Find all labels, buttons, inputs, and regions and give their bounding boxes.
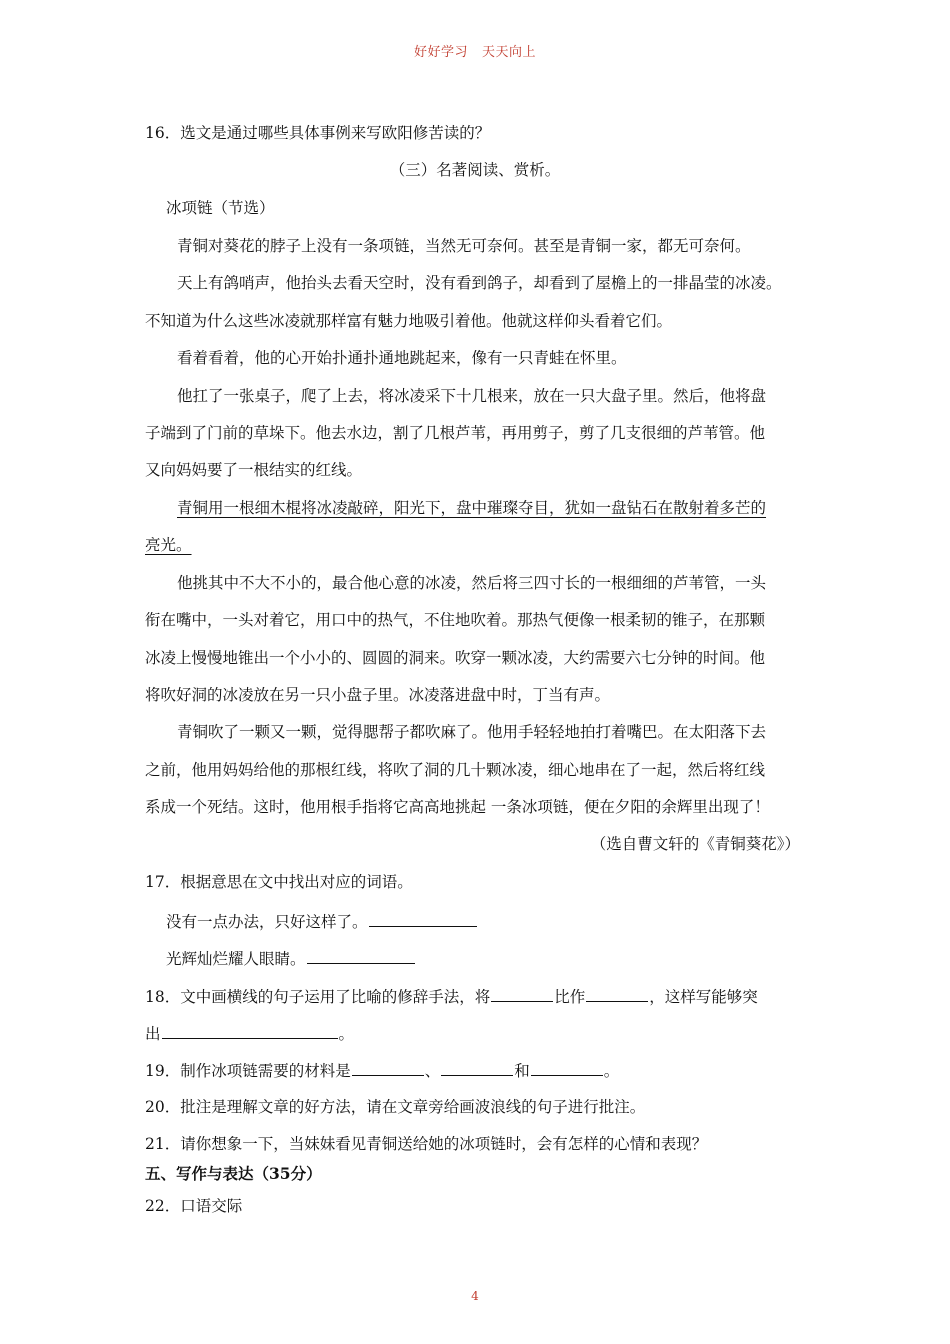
underlined-sentence-line-1: 青铜用一根细木棍将冰凌敲碎，阳光下，盘中璀璨夺目，犹如一盘钻石在散射着多芒的	[177, 499, 767, 517]
question-21: 21．请你想象一下，当妹妹看见青铜送给她的冰项链时，会有怎样的心情和表现？	[145, 1135, 708, 1153]
paragraph-6-line-3: 冰凌上慢慢地锥出一个小小的、圆圆的洞来。吹穿一颗冰凌，大约需要六七分钟的时间。他	[145, 649, 766, 667]
paragraph-3: 看着看着，他的心开始扑通扑通地跳起来，像有一只青蛙在怀里。	[177, 349, 627, 367]
q19-text-d: 。	[603, 1062, 620, 1080]
q18-text-a: 18．文中画横线的句子运用了比喻的修辞手法，将	[145, 988, 491, 1006]
question-17: 17．根据意思在文中找出对应的词语。	[145, 873, 413, 891]
answer-blank-18b[interactable]	[586, 985, 648, 1002]
header-right: 天天向上	[482, 45, 537, 60]
paragraph-2-line-2: 不知道为什么这些冰凌就那样富有魅力地吸引着他。他就这样仰头看着它们。	[145, 312, 673, 330]
q19-text-b: 、	[424, 1062, 441, 1080]
paragraph-4-line-2: 子端到了门前的草垛下。他去水边，割了几根芦苇，再用剪子，剪了几支很细的芦苇管。他	[145, 424, 766, 442]
paragraph-7-line-3: 系成一个死结。这时，他用根手指将它高高地挑起 一条冰项链，便在夕阳的余辉里出现了！	[145, 798, 770, 816]
paragraph-7-line-1: 青铜吹了一颗又一颗，觉得腮帮子都吹麻了。他用手轻轻地拍打着嘴巴。在太阳落下去	[177, 723, 767, 741]
page-number: 4	[471, 1289, 479, 1303]
header-left: 好好学习	[413, 45, 468, 60]
answer-blank-19c[interactable]	[531, 1059, 603, 1076]
paragraph-2-line-1: 天上有鸽哨声，他抬头去看天空时，没有看到鸽子，却看到了屋檐上的一排晶莹的冰凌。	[177, 274, 782, 292]
paragraph-4-line-3: 又向妈妈要了一根结实的红线。	[145, 461, 363, 479]
q17b-text: 光辉灿烂耀人眼睛。	[166, 950, 306, 968]
paragraph-1: 青铜对葵花的脖子上没有一条项链，当然无可奈何。甚至是青铜一家，都无可奈何。	[177, 237, 751, 255]
q17a-text: 没有一点办法，只好这样了。	[166, 913, 368, 931]
underlined-sentence-line-2: 亮光。	[145, 536, 192, 554]
question-16: 16．选文是通过哪些具体事例来写欧阳修苦读的？	[145, 124, 491, 142]
q18-text-e: 。	[338, 1025, 355, 1043]
page-header	[0, 41, 950, 60]
answer-blank-19a[interactable]	[352, 1059, 424, 1076]
question-22: 22．口语交际	[145, 1197, 243, 1215]
q19-text-a: 19．制作冰项链需要的材料是	[145, 1062, 351, 1080]
answer-blank-18c[interactable]	[162, 1022, 338, 1039]
section-5-heading: 五、写作与表达（35分）	[145, 1164, 322, 1183]
paragraph-7-line-2: 之前，他用妈妈给他的那根红线，将吹了洞的几十颗冰凌，细心地串在了一起，然后将红线	[145, 761, 766, 779]
question-20: 20．批注是理解文章的好方法，请在文章旁给画波浪线的句子进行批注。	[145, 1098, 646, 1116]
section-3-heading: （三）名著阅读、赏析。	[389, 161, 561, 179]
paragraph-6-line-2: 衔在嘴中，一头对着它，用口中的热气，不住地吹着。那热气便像一根柔韧的锥子，在那颗	[145, 611, 766, 629]
question-17-item-b	[166, 947, 416, 969]
q18-text-c: ，这样写能够突	[649, 988, 758, 1006]
question-17-item-a	[166, 910, 478, 932]
question-19	[145, 1059, 619, 1081]
passage-title: 冰项链（节选）	[166, 199, 275, 217]
paragraph-4-line-1: 他扛了一张桌子，爬了上去，将冰凌采下十几根来，放在一只大盘子里。然后，他将盘	[177, 387, 767, 405]
q19-text-c: 和	[514, 1062, 530, 1080]
paragraph-6-line-4: 将吹好洞的冰凌放在另一只小盘子里。冰凌落进盘中时，丁当有声。	[145, 686, 611, 704]
source-citation: （选自曹文轩的《青铜葵花》）	[590, 835, 800, 853]
q18-text-d: 出	[145, 1025, 161, 1043]
answer-blank-17b[interactable]	[307, 947, 415, 964]
paragraph-6-line-1: 他挑其中不大不小的，最合他心意的冰凌，然后将三四寸长的一根细细的芦苇管，一头	[177, 574, 767, 592]
q18-text-b: 比作	[554, 988, 586, 1006]
answer-blank-18a[interactable]	[491, 985, 553, 1002]
answer-blank-17a[interactable]	[369, 910, 477, 927]
answer-blank-19b[interactable]	[441, 1059, 513, 1076]
question-18-line-1	[145, 985, 758, 1007]
question-18-line-2	[145, 1022, 354, 1044]
